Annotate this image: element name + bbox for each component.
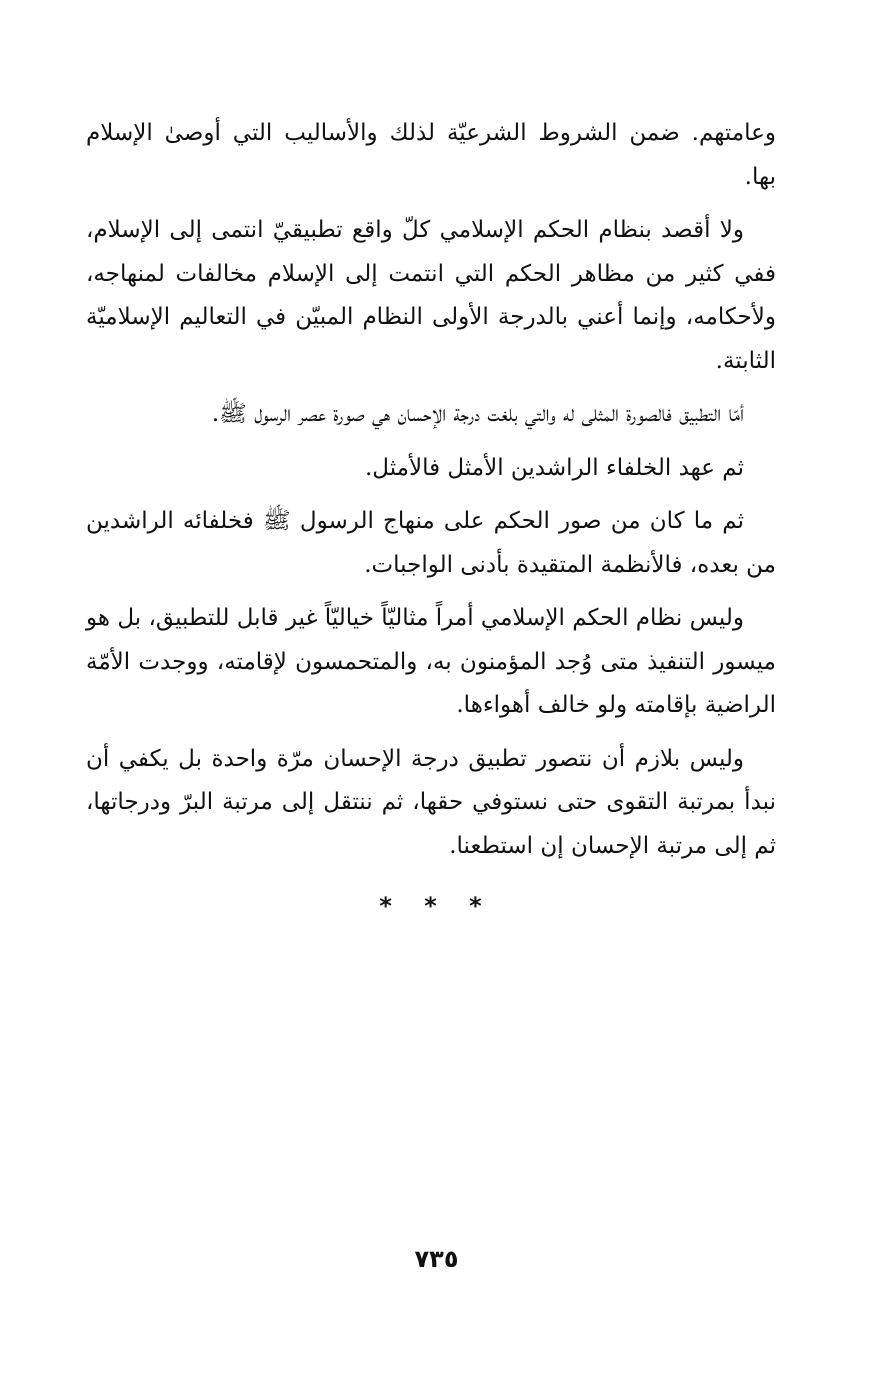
page-number: ٧٣٥	[414, 1245, 459, 1273]
paragraph: ثم عهد الخلفاء الراشدين الأمثل فالأمثل.	[364, 454, 744, 481]
paragraph: وليس نظام الحكم الإسلامي أمراً مثاليّاً خياليّاً غير قابل للتطبيق، بل هو ميسور التنفيذ متى وُجد المؤمنون به، والمتحمسون لإقامته، ووجدت الأمّة الراضية بإقامته ولو خالف أهواءها.	[86, 605, 776, 718]
body-text	[86, 112, 776, 878]
section-separator: * * *	[379, 892, 494, 920]
paragraph: ولا أقصد بنظام الحكم الإسلامي كلّ واقع تطبيقيّ انتمى إلى الإسلام، ففي كثير من مظاهر الحكم التي انتمت إلى الإسلام مخالفات لمنهاجه، ولأحكامه، وإنما أعني بالدرجة الأولى النظام المبيّن في التعاليم الإسلاميّة الثابتة.	[86, 217, 776, 374]
paragraph: أمّا التطبيق فالصورة المثلى له والتي بلغت درجة الإحسان هي صورة عصر الرسول ﷺ.	[211, 401, 744, 427]
paragraph: ثم ما كان من صور الحكم على منهاج الرسول ﷺ فخلفائه الراشدين من بعده، فالأنظمة المتقيدة بأدنى الواجبات.	[86, 508, 776, 578]
paragraph: وليس بلازم أن نتصور تطبيق درجة الإحسان مرّة واحدة بل يكفي أن نبدأ بمرتبة التقوى حتى نستوفي حقها، ثم ننتقل إلى مرتبة البرّ ودرجاتها، ثم إلى مرتبة الإحسان إن استطعنا.	[86, 745, 776, 859]
paragraph-continuation: وعامتهم. ضمن الشروط الشرعيّة لذلك والأساليب التي أوصىٰ الإسلام بها.	[86, 120, 776, 190]
